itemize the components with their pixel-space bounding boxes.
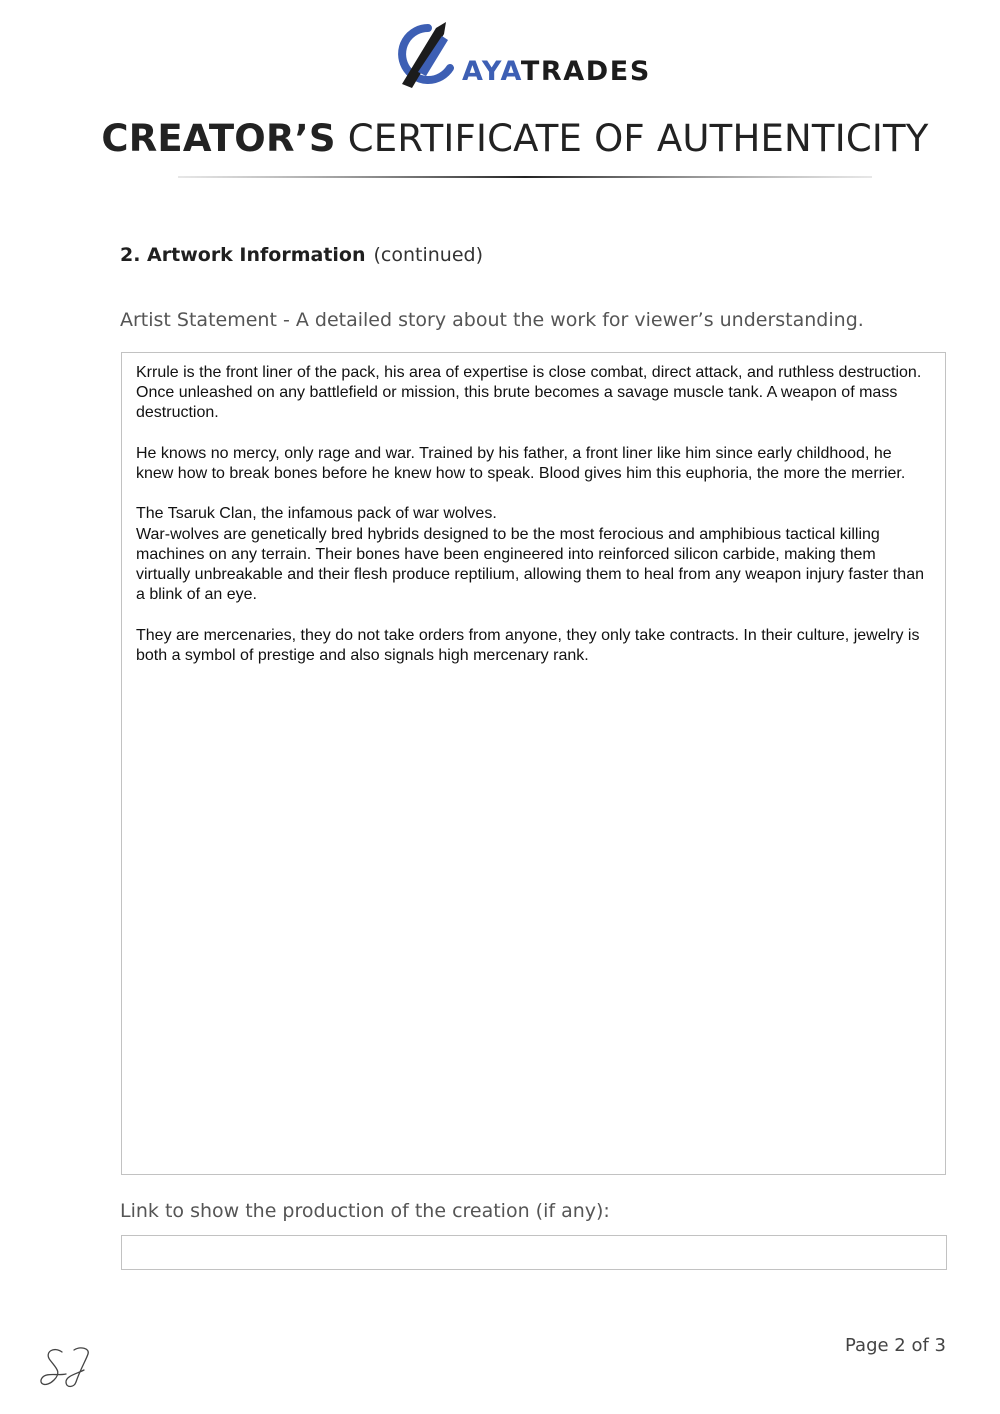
ayatrades-logo [398,22,662,90]
statement-paragraph-3: The Tsaruk Clan, the infamous pack of war wolves. [136,505,497,523]
statement-paragraph-2: He knows no mercy, only rage and war. Trained by his father, a front liner like him since early childhood, he knew how to break bones before he knew how to speak. Blood gives him this euphoria, the more the merrier. [136,444,906,482]
section-title: 2. Artwork Information [120,244,366,266]
statement-paragraph-5: They are mercenaries, they do not take orders from anyone, they only take contracts. In their culture, jewelry is both a symbol of prestige and also signals high mercenary rank. [136,626,920,664]
brand-name-prefix: AYA [462,56,521,87]
title-divider [178,176,872,178]
signature [36,1344,100,1390]
section-heading [120,244,483,266]
production-link-label: Link to show the production of the creation (if any): [120,1200,610,1222]
certificate-title-rest: CERTIFICATE OF AUTHENTICITY [347,117,929,160]
certificate-title [0,118,1000,160]
page-number: Page 2 of 3 [845,1335,946,1356]
brand-wordmark [462,58,651,85]
brand-name-suffix: TRADES [520,56,651,87]
ayatrades-logo-icon [398,22,460,90]
statement-paragraph-1: Krrule is the front liner of the pack, his area of expertise is close combat, direct attack, and ruthless destruction. Once unleashed on any battlefield or mission, this brute becomes a savage muscle tank. A weapon of mass destruction. [136,364,922,422]
section-continued: (continued) [373,244,484,266]
certificate-title-bold: CREATOR’S [101,117,336,160]
production-link-field[interactable] [121,1235,947,1270]
statement-paragraph-4: War-wolves are genetically bred hybrids designed to be the most ferocious and amphibious tactical killing machines on any terrain. Their bones have been engineered into reinforced silicon carbide, making them virtually unbreakable and their flesh produce reptilium, allowing them to heal from any weapon injury faster than a blink of an eye. [136,525,924,604]
artist-statement-field[interactable] [121,352,946,1175]
artist-statement-label: Artist Statement - A detailed story about the work for viewer’s understanding. [120,309,864,331]
